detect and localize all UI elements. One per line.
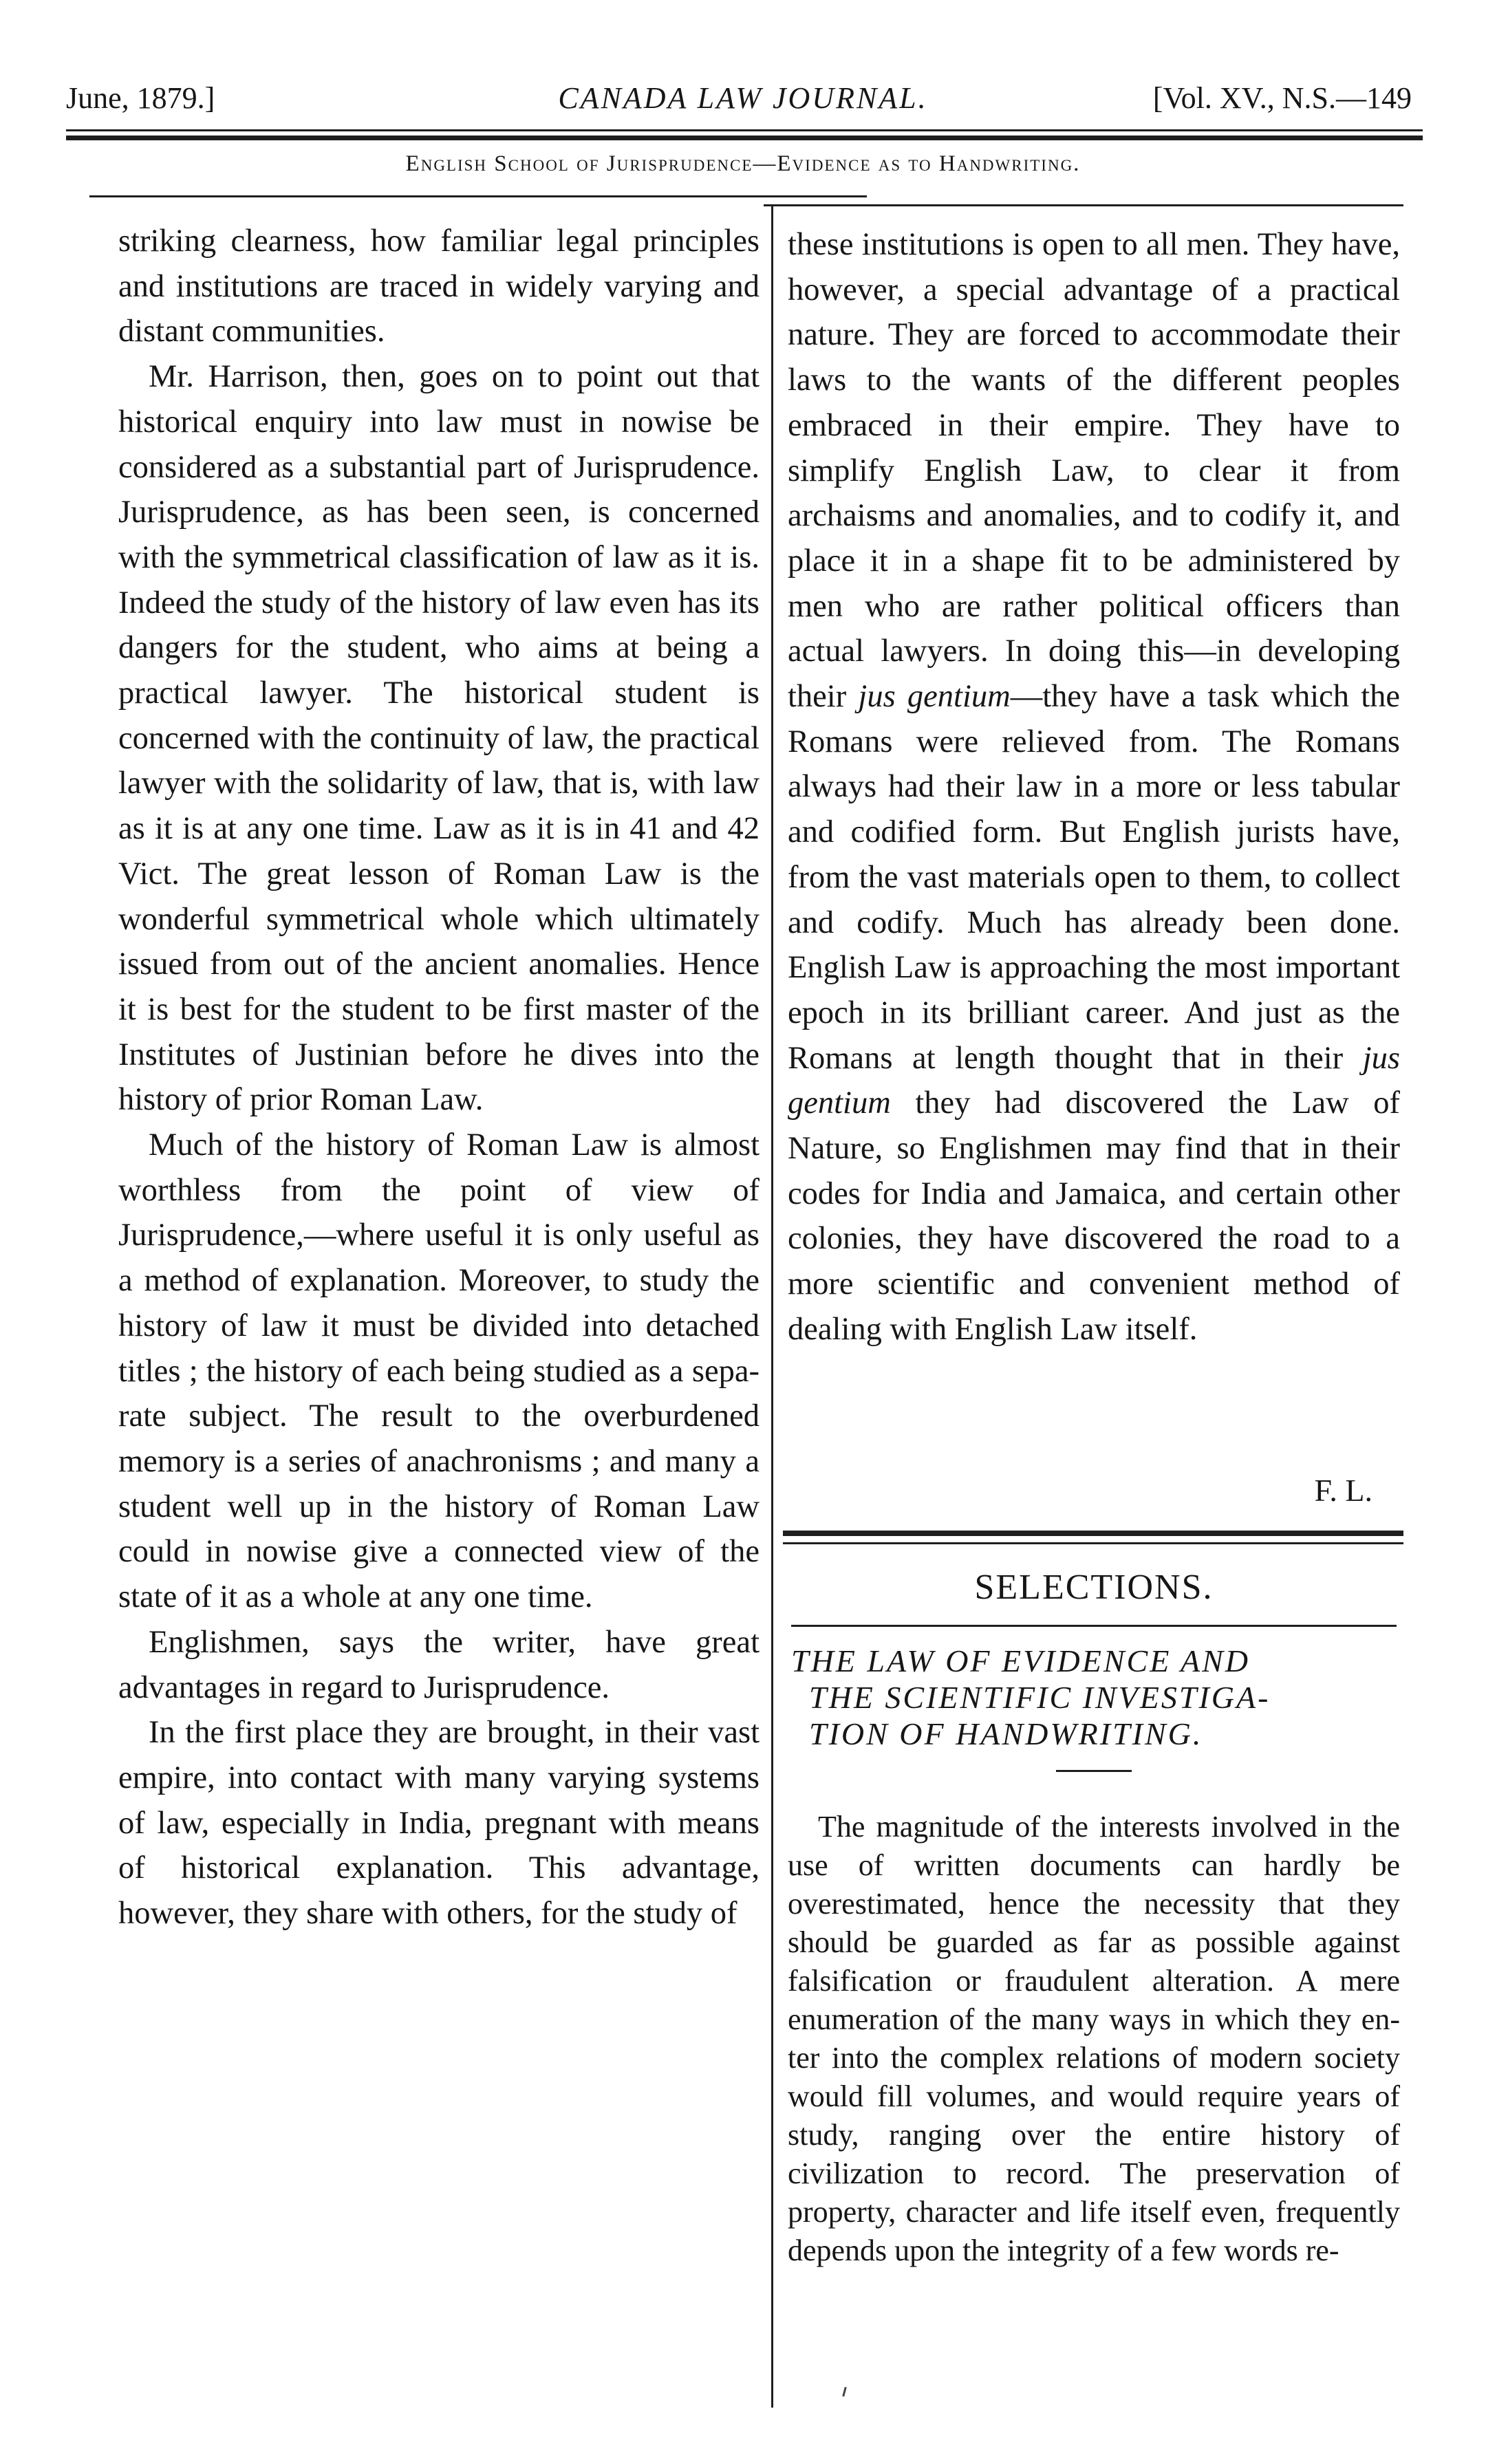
article-title-line-1: THE LAW OF EVIDENCE AND bbox=[791, 1643, 1250, 1678]
running-head-rule-right bbox=[764, 204, 1403, 206]
right-column-continuation bbox=[788, 222, 1400, 1352]
stray-ink-mark bbox=[842, 2387, 847, 2397]
left-paragraph-1: striking clearness, how familiar legal principles and institutions are traced in widely varying and distant communities. bbox=[118, 224, 760, 349]
article-title-line-2: THE SCIENTIFIC INVESTIGA- bbox=[809, 1680, 1271, 1715]
left-paragraph-3: Much of the history of Roman Law is almost worthless from the point of view of Jurisprudence,—where useful it is only useful as a method of explanation. Moreover, to study the history of law it must be divided into detached titles ; the history of each being studied as a separate subject. The result to the overburdened memory is a series of anachronisms ; and many a student well up in the history of Roman Law could in nowise give a connected view of the state of it as a whole at any one time. bbox=[118, 1127, 760, 1615]
right-italic-term-1: jus gentium bbox=[858, 679, 1011, 715]
volume-page-number: [Vol. XV., N.S.—149 bbox=[1152, 81, 1412, 115]
right-text-part-2: —they have a task which the Romans were relieved from. The Romans always had their law in a more or less tabular and codified form. But English jurists have, from the vast materials open to them, to collect and codify. Much has already been done. English Law is approaching the most important epoch in its brilliant career. And just as the Romans at length thought that in their bbox=[788, 679, 1401, 1076]
section-rule-thick bbox=[783, 1531, 1403, 1536]
right-text-part-1: these institutions is open to all men. They have, however, a special advantage of a practical nature. They are forced to accommodate their laws to the wants of the different peoples embraced in their empire. They have to simplify English Law, to clear it from archaisms and anomalies, and to codify it, and place it in a shape fit to be administered by men who are rather political officers than actual lawyers. In doing this—in developing their bbox=[788, 227, 1400, 715]
header-rule-bottom bbox=[66, 136, 1423, 140]
article-title-line-3: TION OF HANDWRITING. bbox=[809, 1716, 1203, 1751]
selections-rule bbox=[791, 1625, 1397, 1627]
column-divider bbox=[771, 206, 773, 2408]
left-paragraph-5: In the first place they are brought, in their vast empire, into contact with many varying systems of law, especially in India, pregnant with means of historical explanation. This advantage, however, they share with others, for the study of bbox=[118, 1715, 760, 1932]
right-paragraph bbox=[788, 222, 1400, 1352]
left-paragraph-2: Mr. Harrison, then, goes on to point out that historical enquiry into law must in nowise be considered as a substantial part of Jurisprudence. Jurisprudence, as has been seen, is concerned with the symmetrical classification of law as it is. Indeed the study of the history of law even has its dangers for the student, who aims at being a practical lawyer. The historical student is concerned with the continuity of law, the practical lawyer with the solidarity of law, that is, with law as it is at any one time. Law as it is in 41 and 42 Vict. The great lesson of Roman Law is the wonderful symmetrical whole which ultimately issued from out of the ancient anomalies. Hence it is best for the student to be first master of the Institutes of Justinian before he dives into the history of prior Roman Law. bbox=[118, 359, 760, 1118]
section-rule-thin bbox=[783, 1542, 1403, 1544]
running-head: English School of Jurisprudence—Evidence as to Handwriting. bbox=[405, 151, 1081, 176]
header-rule-top bbox=[66, 129, 1423, 131]
right-italic-term-2: jus gentium bbox=[788, 1040, 1401, 1121]
author-signature: F. L. bbox=[1314, 1473, 1372, 1508]
article-title bbox=[791, 1643, 1397, 1752]
running-head-rule-left bbox=[89, 195, 867, 197]
right-text-part-3: they had discovered the Law of Nature, so Englishmen may find that in their codes for India and Jamaica, and certain other colonies, they have discovered the road to a more scientific and convenient method of dealing with English Law itself. bbox=[788, 1085, 1401, 1347]
left-column bbox=[118, 219, 760, 1936]
selections-paragraph-1: The magnitude of the interests involved in the use of written documents can hardly be overestimated, hence the necessity that they should be guarded as far as possible against falsification or fraudulent alteration. A mere enumeration of the many ways in which they enter into the complex relations of modern society would fill volumes, and would require years of study, ranging over the entire history of civilization to record. The preservation of property, character and life itself even, frequently depends upon the integrity of a few words re- bbox=[788, 1810, 1400, 2267]
journal-title: CANADA LAW JOURNAL. bbox=[558, 81, 928, 115]
left-paragraph-4: Englishmen, says the writer, have great advantages in regard to Jurisprudence. bbox=[118, 1624, 760, 1705]
selections-article-body bbox=[788, 1808, 1400, 2270]
header-date: June, 1879.] bbox=[66, 81, 215, 115]
article-title-short-rule bbox=[1056, 1770, 1132, 1772]
selections-heading: SELECTIONS. bbox=[974, 1568, 1214, 1607]
